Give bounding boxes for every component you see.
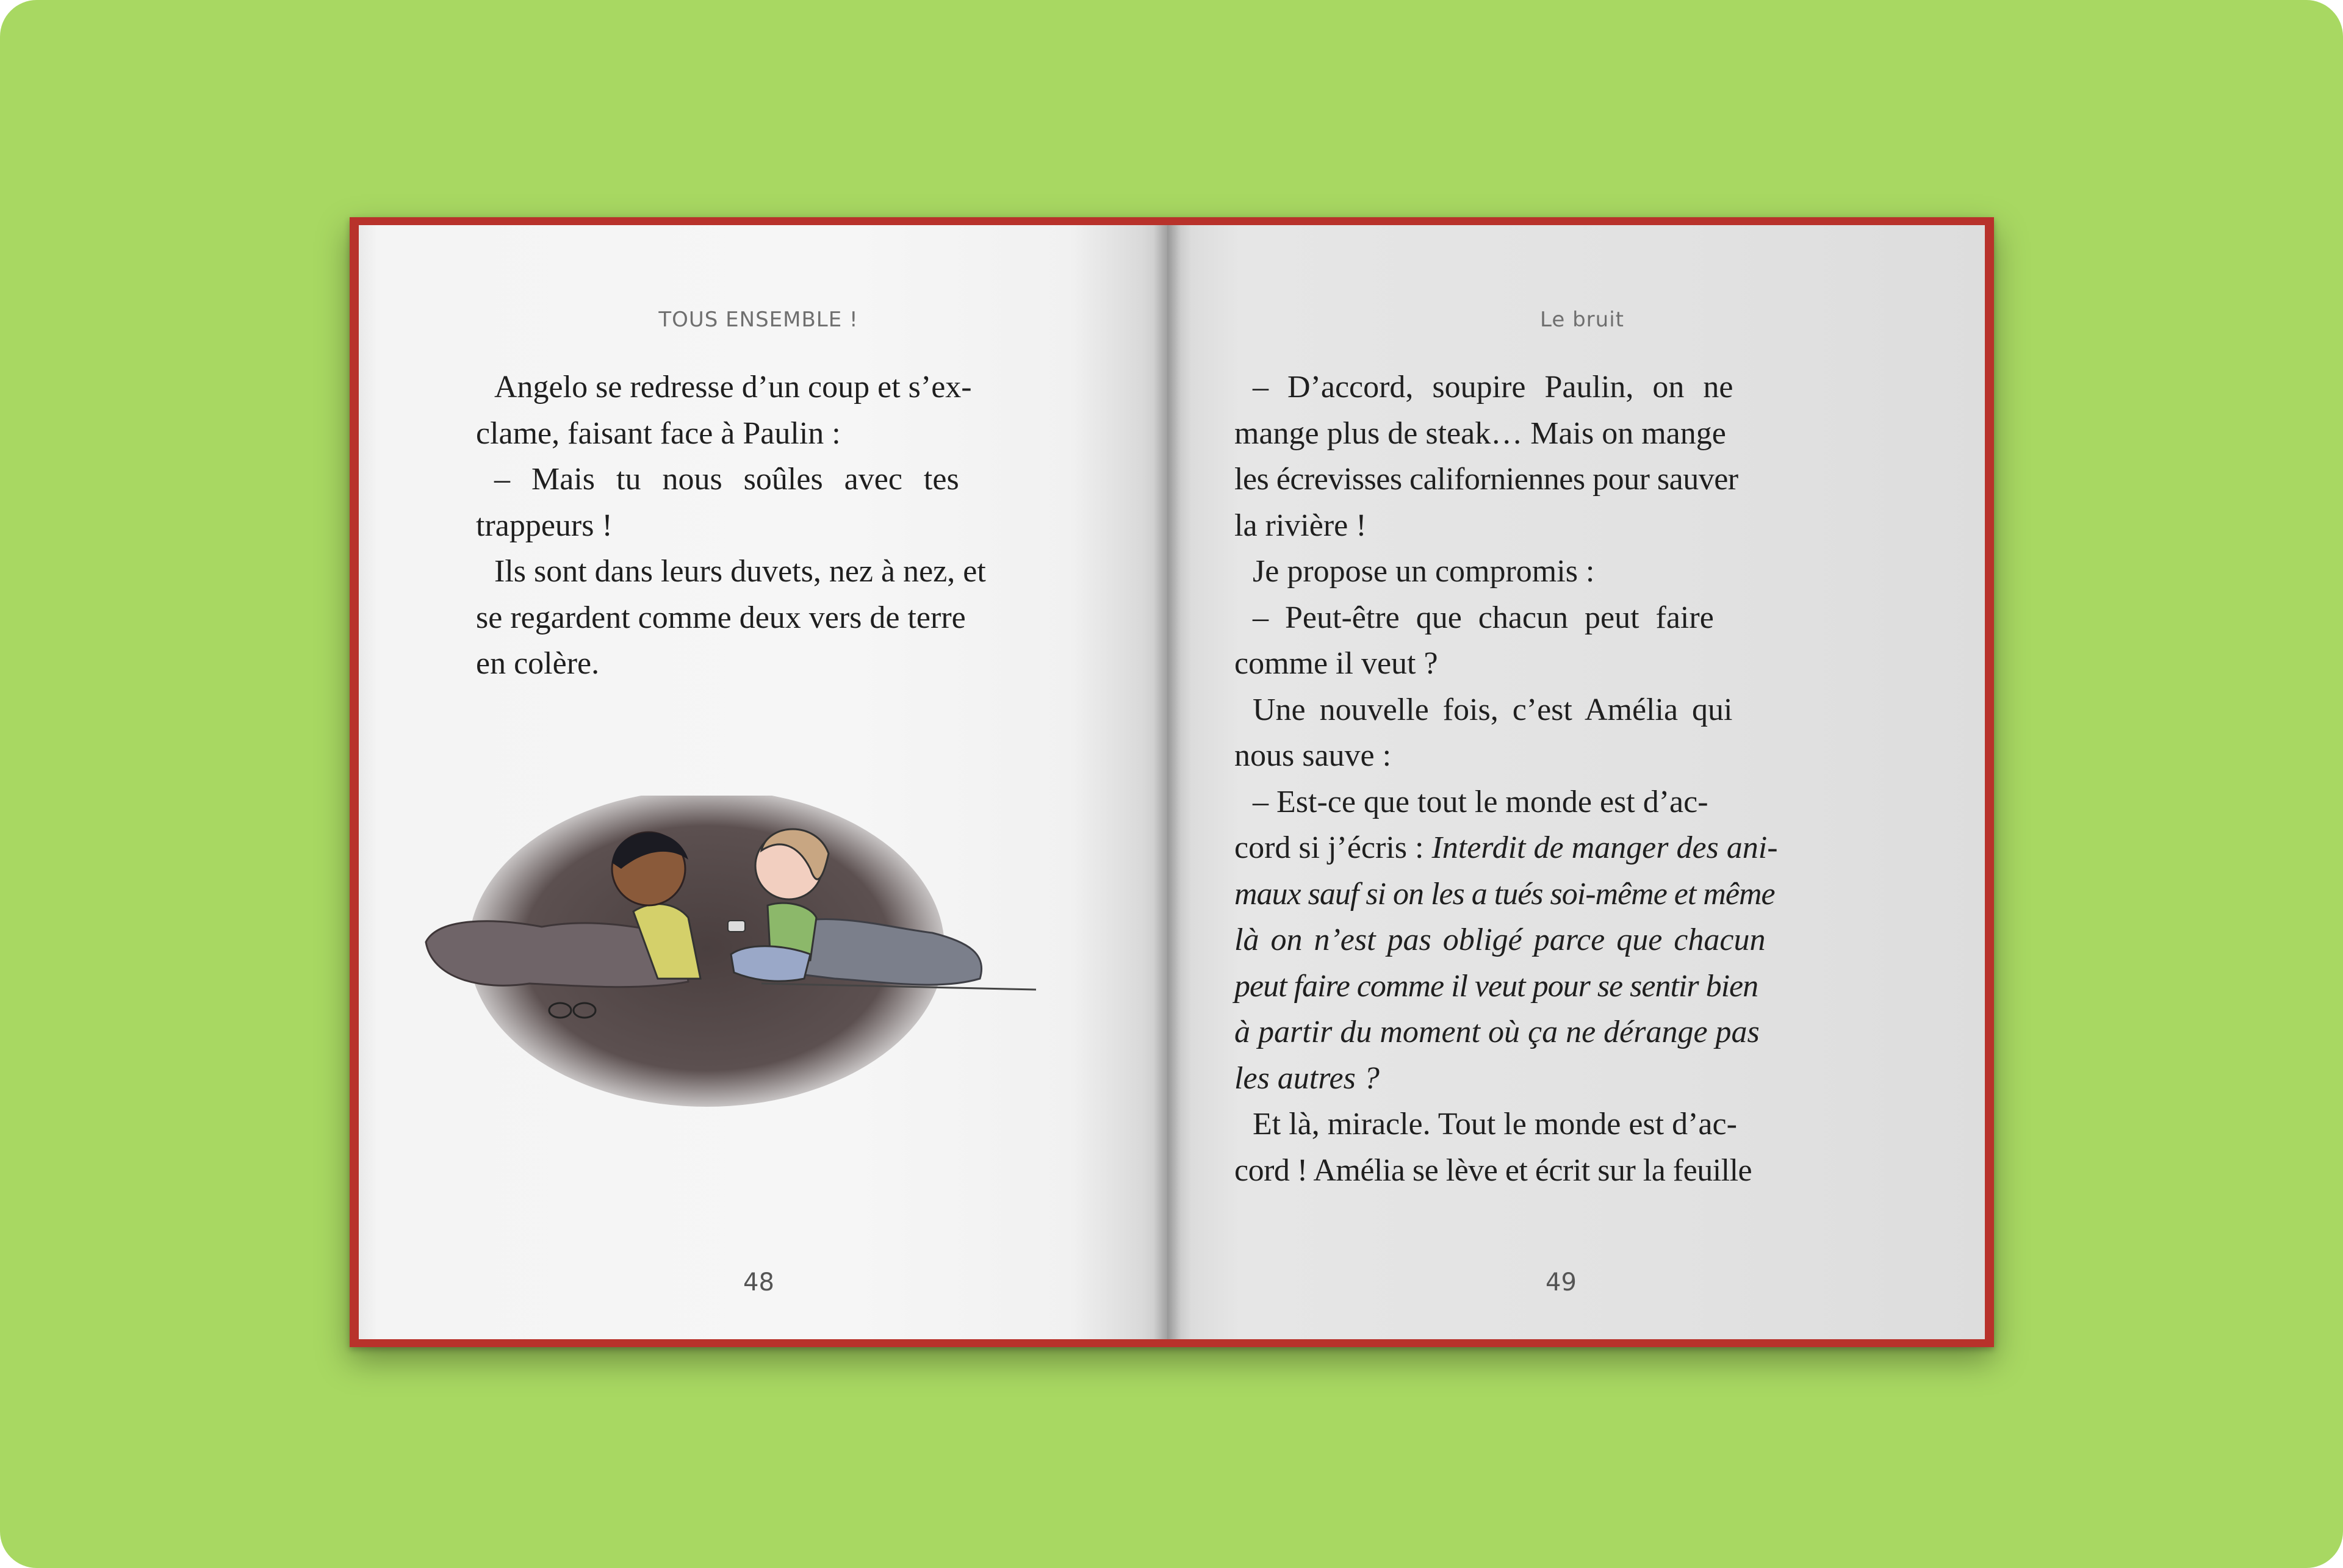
text-line: – Peut-être que chacun peut faire	[1253, 600, 1714, 635]
flashlight-icon	[728, 921, 745, 932]
text-line: nous sauve :	[1234, 738, 1392, 773]
open-book	[350, 217, 1994, 1347]
text-fragment-italic: Interdit de manger des ani-	[1431, 830, 1778, 865]
text-line: – Mais tu nous soûles avec tes	[494, 462, 959, 497]
text-line: Ils sont dans leurs duvets, nez à nez, et	[494, 554, 986, 589]
pillow	[731, 946, 810, 981]
text-line: en colère.	[476, 646, 600, 681]
text-line: cord ! Amélia se lève et écrit sur la feuille	[1234, 1153, 1752, 1188]
text-line: Une nouvelle fois, c’est Amélia qui	[1253, 692, 1733, 727]
text-line: se regardent comme deux vers de terre	[476, 600, 966, 635]
text-fragment: cord si j’écris :	[1234, 830, 1432, 865]
text-line: comme il veut ?	[1234, 646, 1438, 681]
text-line-italic: les autres ?	[1234, 1060, 1380, 1096]
right-page-text	[1234, 364, 1794, 1193]
running-head-right: Le bruit	[1540, 307, 1624, 332]
text-line: – D’accord, soupire Paulin, on ne	[1253, 370, 1733, 405]
book-spine	[1154, 225, 1181, 1339]
text-line: Et là, miracle. Tout le monde est d’ac-	[1253, 1107, 1737, 1142]
text-line-italic: peut faire comme il veut pour se sentir bien	[1234, 968, 1758, 1004]
text-line: clame, faisant face à Paulin :	[476, 415, 841, 451]
page-number-left: 48	[743, 1268, 774, 1296]
text-line: Angelo se redresse d’un coup et s’ex-	[494, 370, 972, 405]
text-line: les écrevisses californiennes pour sauver	[1234, 462, 1738, 497]
illustration-tent-scene	[420, 796, 1042, 1113]
page-number-right: 49	[1546, 1268, 1577, 1296]
text-line: – Est-ce que tout le monde est d’ac-	[1253, 784, 1708, 819]
text-line: trappeurs !	[476, 508, 613, 543]
text-line-mixed	[1234, 825, 1794, 871]
text-line-italic: à partir du moment où ça ne dérange pas	[1234, 1015, 1760, 1049]
running-head-left: TOUS ENSEMBLE !	[658, 307, 858, 332]
text-line: Je propose un compromis :	[1253, 554, 1595, 589]
left-page-text	[476, 364, 1035, 687]
left-page	[359, 225, 1167, 1339]
text-line-italic: là on n’est pas obligé parce que chacun	[1234, 922, 1766, 957]
text-line-italic: maux sauf si on les a tués soi-même et même	[1234, 876, 1775, 912]
text-line: la rivière !	[1234, 508, 1367, 543]
right-page	[1167, 225, 1985, 1339]
text-line: mange plus de steak… Mais on mange	[1234, 415, 1726, 451]
